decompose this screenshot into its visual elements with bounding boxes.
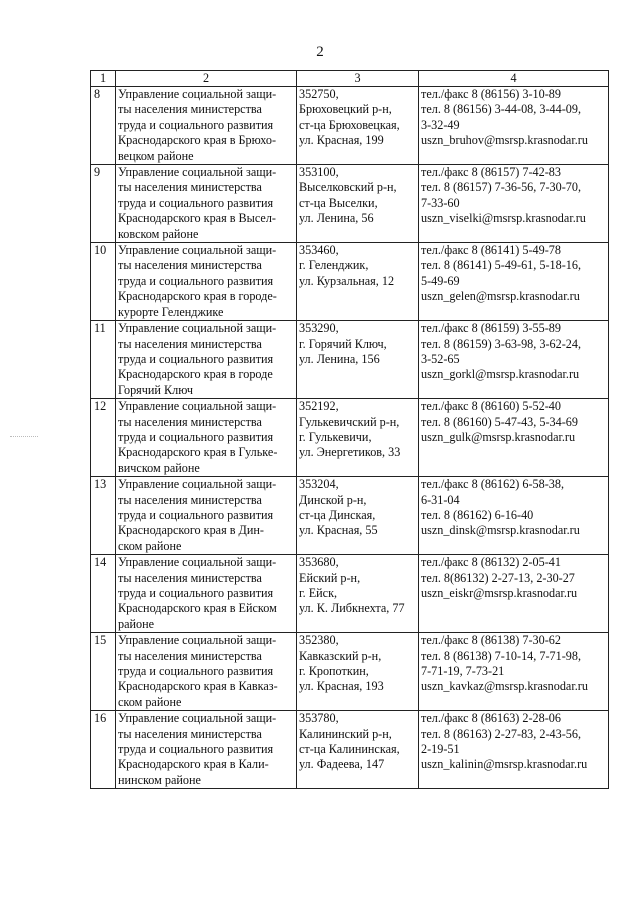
office-name-line: Горячий Ключ xyxy=(118,382,193,397)
office-name-cell xyxy=(116,399,297,477)
office-name-line: Управление социальной защи- xyxy=(118,633,277,648)
address-line: г. Кропоткин, xyxy=(299,664,369,679)
contact-line: 7-71-19, 7-73-21 xyxy=(421,664,505,679)
address-line: ул. Ленина, 156 xyxy=(299,351,380,366)
contacts-cell xyxy=(419,711,609,789)
address-line: Калининский р-н, xyxy=(299,726,392,741)
address-line: 353780, xyxy=(299,711,339,726)
office-name-line: вецком районе xyxy=(118,148,194,163)
office-name-line: Краснодарского края в Гульке- xyxy=(118,445,278,460)
office-name-line: ты населения министерства xyxy=(118,414,262,429)
row-number: 14 xyxy=(91,555,116,633)
contact-line: uszn_gulk@msrsp.krasnodar.ru xyxy=(421,429,576,444)
office-name-line: ском районе xyxy=(118,538,182,553)
office-name-line: труда и социального развития xyxy=(118,586,274,600)
address-line: г. Горячий Ключ, xyxy=(299,336,387,351)
address-line: 353204, xyxy=(299,477,339,492)
office-name-line: Краснодарского края в городе- xyxy=(118,289,277,304)
address-line: Ейский р-н, xyxy=(299,570,361,585)
row-number: 8 xyxy=(91,87,116,165)
contact-line: тел. 8 (86157) 7-36-56, 7-30-70, xyxy=(421,180,581,195)
contact-line: тел. 8 (86163) 2-27-83, 2-43-56, xyxy=(421,726,581,741)
row-number: 13 xyxy=(91,477,116,555)
office-name-line: курорте Геленджике xyxy=(118,304,224,319)
office-name-line: нинском районе xyxy=(118,772,201,787)
social-protection-offices-table xyxy=(90,70,609,789)
contact-line: 6-31-04 xyxy=(421,492,460,507)
office-name-line: труда и социального развития xyxy=(118,195,274,210)
contacts-cell xyxy=(419,321,609,399)
address-line: Кавказский р-н, xyxy=(299,648,382,663)
address-line: ст-ца Выселки, xyxy=(299,195,378,210)
row-number: 16 xyxy=(91,711,116,789)
address-line: Динской р-н, xyxy=(299,492,367,507)
office-name-line: Управление социальной защи- xyxy=(118,711,277,726)
office-name-line: ты населения министерства xyxy=(118,570,262,585)
address-cell xyxy=(297,321,419,399)
address-cell xyxy=(297,555,419,633)
table-row xyxy=(91,555,609,633)
column-header-1: 1 xyxy=(91,71,116,87)
office-name-line: Краснодарского края в Кавказ- xyxy=(118,679,278,694)
office-name-line: ты населения министерства xyxy=(118,726,262,741)
office-name-line: ковском районе xyxy=(118,226,199,241)
address-line: ул. Фадеева, 147 xyxy=(299,757,385,772)
contacts-cell xyxy=(419,555,609,633)
address-line: ул. Энергетиков, 33 xyxy=(299,445,401,460)
address-line: ст-ца Динская, xyxy=(299,507,376,522)
office-name-line: Управление социальной защи- xyxy=(118,477,277,492)
address-line: г. Гулькевичи, xyxy=(299,429,372,444)
table-row xyxy=(91,711,609,789)
table-row xyxy=(91,87,609,165)
office-name-line: Краснодарского края в городе xyxy=(118,367,273,382)
contacts-cell xyxy=(419,477,609,555)
office-name-cell xyxy=(116,555,297,633)
contact-line: 5-49-69 xyxy=(421,273,460,288)
office-name-line: районе xyxy=(118,616,155,631)
contact-line: uszn_kavkaz@msrsp.krasnodar.ru xyxy=(421,679,588,694)
contact-line: тел. 8 (86138) 7-10-14, 7-71-98, xyxy=(421,648,581,663)
contact-line: тел./факс 8 (86157) 7-42-83 xyxy=(421,165,561,180)
office-name-line: труда и социального развития xyxy=(118,429,274,444)
office-name-line: вичском районе xyxy=(118,460,200,475)
office-name-line: ты населения министерства xyxy=(118,258,262,273)
contacts-cell xyxy=(419,399,609,477)
address-line: 352192, xyxy=(299,399,339,414)
contacts-cell xyxy=(419,87,609,165)
contact-line: тел./факс 8 (86159) 3-55-89 xyxy=(421,321,561,336)
office-name-line: ты населения министерства xyxy=(118,648,262,663)
office-name-line: Управление социальной защи- xyxy=(118,321,277,336)
address-cell xyxy=(297,399,419,477)
contact-line: 3-52-65 xyxy=(421,351,460,366)
table-row xyxy=(91,243,609,321)
address-line: Гулькевичский р-н, xyxy=(299,414,400,429)
contact-line: 3-32-49 xyxy=(421,117,460,132)
office-name-line: ты населения министерства xyxy=(118,102,262,117)
address-line: ул. К. Либкнехта, 77 xyxy=(299,601,405,616)
address-line: ул. Красная, 193 xyxy=(299,679,384,694)
address-line: 353680, xyxy=(299,555,339,570)
row-number: 15 xyxy=(91,633,116,711)
contact-line: uszn_dinsk@msrsp.krasnodar.ru xyxy=(421,523,580,538)
contact-line: uszn_kalinin@msrsp.krasnodar.ru xyxy=(421,757,588,772)
office-name-line: труда и социального развития xyxy=(118,664,274,679)
row-number: 10 xyxy=(91,243,116,321)
office-name-cell xyxy=(116,87,297,165)
office-name-cell xyxy=(116,321,297,399)
office-name-cell xyxy=(116,711,297,789)
table-row xyxy=(91,399,609,477)
contacts-cell xyxy=(419,243,609,321)
office-name-line: ском районе xyxy=(118,694,182,709)
contact-line: тел./факс 8 (86162) 6-58-38, xyxy=(421,477,565,492)
table-row xyxy=(91,321,609,399)
table-row xyxy=(91,477,609,555)
contact-line: uszn_bruhov@msrsp.krasnodar.ru xyxy=(421,133,588,148)
page-number: 2 xyxy=(316,44,324,60)
contact-line: тел./факс 8 (86138) 7-30-62 xyxy=(421,633,561,648)
office-name-line: труда и социального развития xyxy=(118,273,274,288)
column-header-4: 4 xyxy=(419,71,609,87)
office-name-line: труда и социального развития xyxy=(118,117,274,132)
contact-line: тел./факс 8 (86132) 2-05-41 xyxy=(421,555,561,570)
office-name-line: труда и социального развития xyxy=(118,742,274,757)
contact-line: тел./факс 8 (86160) 5-52-40 xyxy=(421,399,561,414)
address-line: 353290, xyxy=(299,321,339,336)
address-line: 353100, xyxy=(299,165,339,180)
address-cell xyxy=(297,633,419,711)
column-header-2: 2 xyxy=(116,71,297,87)
address-line: ст-ца Калининская, xyxy=(299,742,400,757)
contact-line: тел. 8 (86162) 6-16-40 xyxy=(421,507,534,522)
contact-line: тел./факс 8 (86156) 3-10-89 xyxy=(421,87,561,101)
office-name-cell xyxy=(116,243,297,321)
address-line: Брюховецкий р-н, xyxy=(299,102,392,117)
contact-line: 7-33-60 xyxy=(421,195,460,210)
address-cell xyxy=(297,165,419,243)
office-name-line: Управление социальной защи- xyxy=(118,555,277,570)
address-line: ул. Ленина, 56 xyxy=(299,211,374,226)
address-line: ст-ца Брюховецкая, xyxy=(299,117,400,132)
office-name-line: Краснодарского края в Ейском xyxy=(118,601,277,616)
contact-line: тел. 8(86132) 2-27-13, 2-30-27 xyxy=(421,570,575,585)
contacts-cell xyxy=(419,165,609,243)
address-line: 352380, xyxy=(299,633,339,648)
contact-line: uszn_gelen@msrsp.krasnodar.ru xyxy=(421,289,580,304)
office-name-line: труда и социального развития xyxy=(118,507,274,522)
table-row xyxy=(91,165,609,243)
column-header-3: 3 xyxy=(297,71,419,87)
office-name-line: Краснодарского края в Брюхо- xyxy=(118,133,277,148)
office-name-cell xyxy=(116,633,297,711)
contact-line: 2-19-51 xyxy=(421,742,460,757)
contact-line: тел. 8 (86160) 5-47-43, 5-34-69 xyxy=(421,414,578,429)
office-name-line: ты населения министерства xyxy=(118,336,262,351)
address-cell xyxy=(297,711,419,789)
contact-line: тел./факс 8 (86163) 2-28-06 xyxy=(421,711,561,726)
address-line: ул. Красная, 55 xyxy=(299,523,378,538)
office-name-cell xyxy=(116,165,297,243)
office-name-line: ты населения министерства xyxy=(118,492,262,507)
address-line: ул. Курзальная, 12 xyxy=(299,273,395,288)
contact-line: uszn_viselki@msrsp.krasnodar.ru xyxy=(421,211,586,226)
office-name-line: Краснодарского края в Высел- xyxy=(118,211,276,226)
contact-line: тел./факс 8 (86141) 5-49-78 xyxy=(421,243,561,258)
margin-scan-mark xyxy=(10,436,38,437)
address-cell xyxy=(297,477,419,555)
office-name-line: труда и социального развития xyxy=(118,351,274,366)
table-body xyxy=(91,87,609,789)
office-name-line: Управление социальной защи- xyxy=(118,87,277,101)
address-line: г. Геленджик, xyxy=(299,258,369,273)
office-name-line: Управление социальной защи- xyxy=(118,165,277,180)
contact-line: uszn_gorkl@msrsp.krasnodar.ru xyxy=(421,367,580,382)
contact-line: тел. 8 (86141) 5-49-61, 5-18-16, xyxy=(421,258,581,273)
address-cell xyxy=(297,243,419,321)
office-name-line: Управление социальной защи- xyxy=(118,243,277,258)
contacts-cell xyxy=(419,633,609,711)
contact-line: uszn_eiskr@msrsp.krasnodar.ru xyxy=(421,586,578,600)
contact-line: тел. 8 (86159) 3-63-98, 3-62-24, xyxy=(421,336,581,351)
row-number: 11 xyxy=(91,321,116,399)
office-name-line: Краснодарского края в Кали- xyxy=(118,757,269,772)
address-line: г. Ейск, xyxy=(299,586,338,600)
address-line: 352750, xyxy=(299,87,339,101)
office-name-line: Краснодарского края в Дин- xyxy=(118,523,264,538)
row-number: 12 xyxy=(91,399,116,477)
contact-line: тел. 8 (86156) 3-44-08, 3-44-09, xyxy=(421,102,581,117)
table-row xyxy=(91,633,609,711)
address-line: Выселковский р-н, xyxy=(299,180,397,195)
office-name-cell xyxy=(116,477,297,555)
office-name-line: Управление социальной защи- xyxy=(118,399,277,414)
row-number: 9 xyxy=(91,165,116,243)
table-header-row xyxy=(91,71,609,87)
address-line: ул. Красная, 199 xyxy=(299,133,384,148)
office-name-line: ты населения министерства xyxy=(118,180,262,195)
address-line: 353460, xyxy=(299,243,339,258)
address-cell xyxy=(297,87,419,165)
